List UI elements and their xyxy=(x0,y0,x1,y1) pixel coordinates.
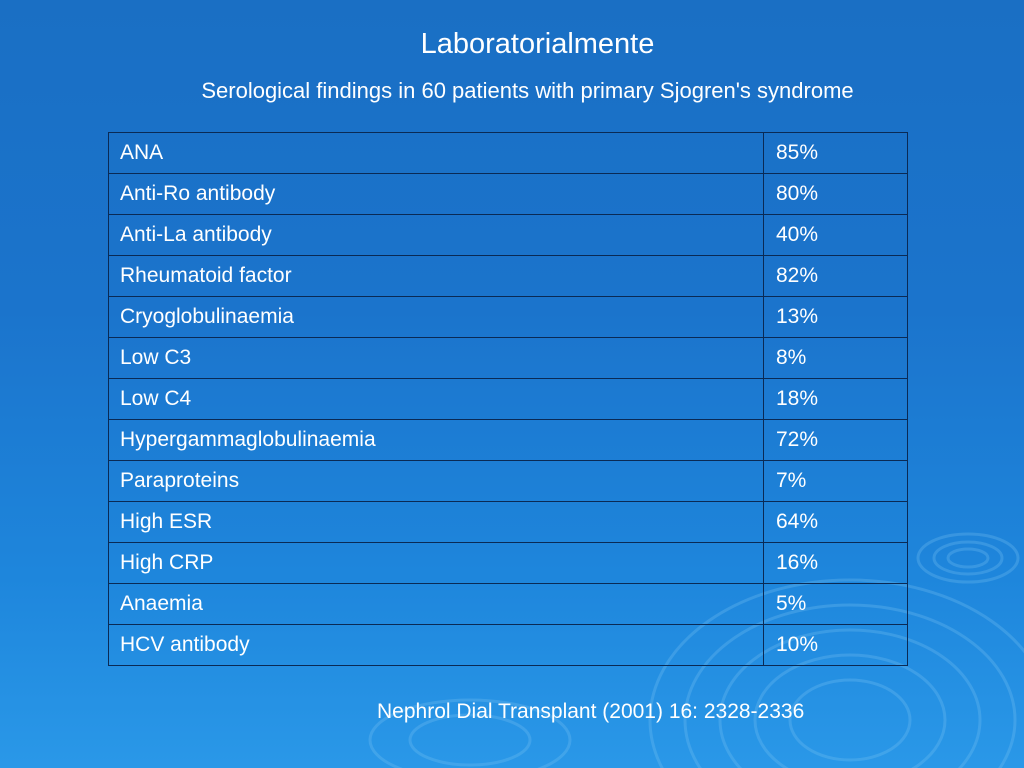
table-row xyxy=(109,338,908,379)
finding-label: Anaemia xyxy=(109,584,764,625)
table-row xyxy=(109,502,908,543)
finding-label: High ESR xyxy=(109,502,764,543)
table-row xyxy=(109,543,908,584)
finding-label: HCV antibody xyxy=(109,625,764,666)
finding-percentage: 80% xyxy=(764,174,908,215)
finding-percentage: 5% xyxy=(764,584,908,625)
table-row xyxy=(109,256,908,297)
slide-title: Laboratorialmente xyxy=(420,28,655,60)
finding-label: Cryoglobulinaemia xyxy=(109,297,764,338)
table-row xyxy=(109,584,908,625)
finding-percentage: 85% xyxy=(764,133,908,174)
table-row xyxy=(109,174,908,215)
finding-label: Anti-Ro antibody xyxy=(109,174,764,215)
finding-percentage: 10% xyxy=(764,625,908,666)
serological-findings-table xyxy=(108,132,908,666)
finding-percentage: 18% xyxy=(764,379,908,420)
citation-reference: Nephrol Dial Transplant (2001) 16: 2328-2336 xyxy=(377,700,805,723)
finding-label: Paraproteins xyxy=(109,461,764,502)
table-row xyxy=(109,215,908,256)
table-row xyxy=(109,379,908,420)
finding-percentage: 16% xyxy=(764,543,908,584)
finding-percentage: 72% xyxy=(764,420,908,461)
finding-percentage: 7% xyxy=(764,461,908,502)
finding-label: High CRP xyxy=(109,543,764,584)
finding-label: ANA xyxy=(109,133,764,174)
finding-percentage: 8% xyxy=(764,338,908,379)
finding-percentage: 13% xyxy=(764,297,908,338)
table-row xyxy=(109,461,908,502)
finding-percentage: 82% xyxy=(764,256,908,297)
table-row xyxy=(109,297,908,338)
finding-label: Low C3 xyxy=(109,338,764,379)
finding-label: Low C4 xyxy=(109,379,764,420)
finding-label: Rheumatoid factor xyxy=(109,256,764,297)
finding-label: Hypergammaglobulinaemia xyxy=(109,420,764,461)
table-row xyxy=(109,133,908,174)
finding-label: Anti-La antibody xyxy=(109,215,764,256)
finding-percentage: 40% xyxy=(764,215,908,256)
finding-percentage: 64% xyxy=(764,502,908,543)
slide-subtitle: Serological findings in 60 patients with primary Sjogren's syndrome xyxy=(201,78,854,103)
table-row xyxy=(109,625,908,666)
table-row xyxy=(109,420,908,461)
